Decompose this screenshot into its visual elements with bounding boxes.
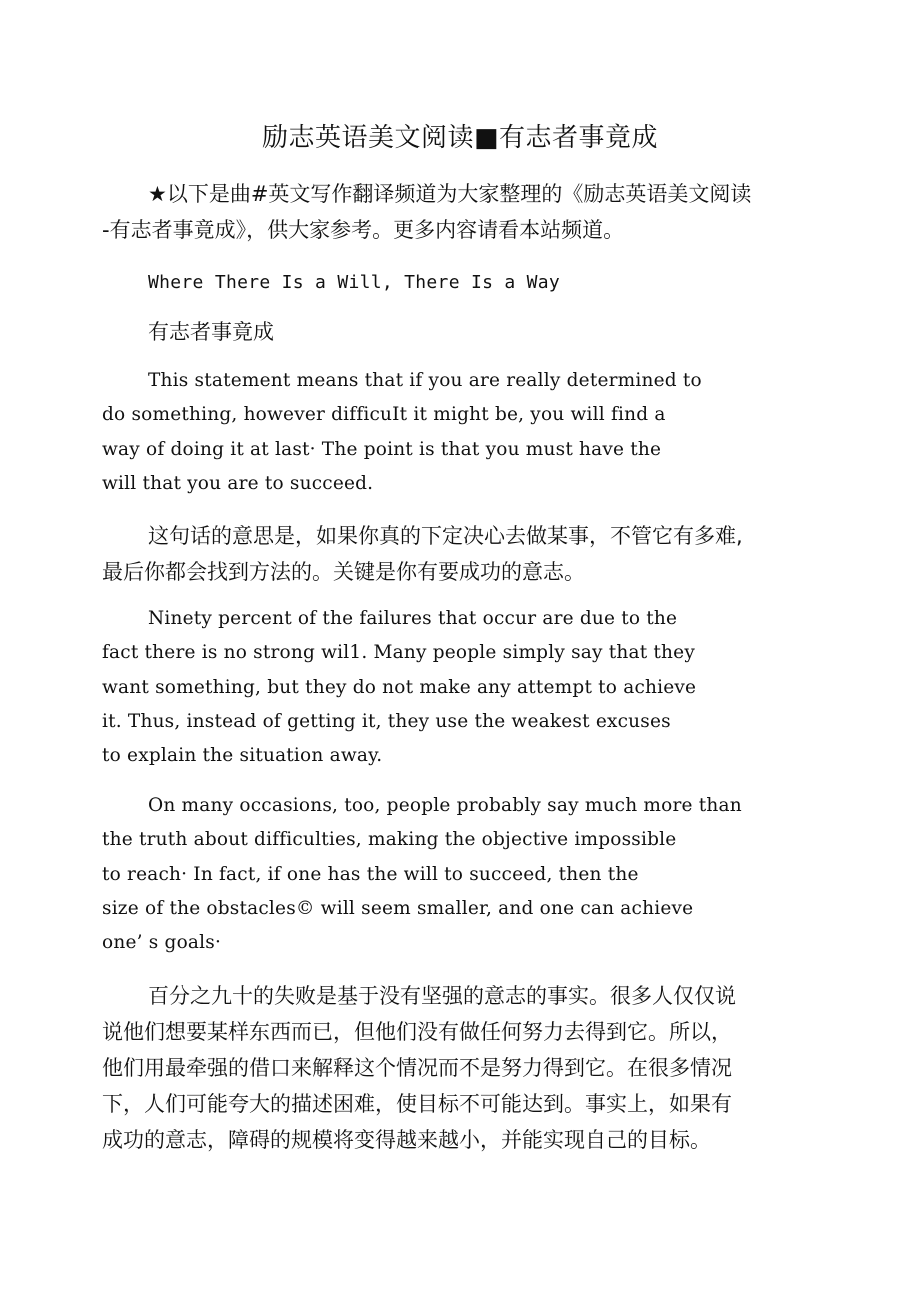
intro-paragraph [102,176,814,248]
text-line: 下，人们可能夸大的描述困难，使目标不可能达到。事实上，如果有 [102,1092,732,1116]
text-line: 百分之九十的失败是基于没有坚强的意志的事实。很多人仅仅说 [148,984,736,1008]
paragraph-1-chinese [102,518,814,590]
text-line: do something, however difficuIt it might be, you will find a [102,404,666,426]
text-line: On many occasions, too, people probably say much more than [148,795,742,816]
text-line: 这句话的意思是，如果你真的下定决心去做某事，不管它有多难, [148,524,743,548]
text-line: 成功的意志，障碍的规模将变得越来越小，并能实现自己的目标。 [102,1128,711,1152]
intro-line: ★以下是曲#英文写作翻译频道为大家整理的《励志英语美文阅读 [148,182,752,206]
text-line: to reach· In fact, if one has the will to succeed, then the [102,863,639,885]
text-line: it. Thus, instead of getting it, they use the weakest excuses [102,710,671,732]
text-line: 最后你都会找到方法的。关键是你有要成功的意志。 [102,560,585,584]
text-line: This statement means that if you are really determined to [148,370,702,391]
paragraph-3-english [102,789,818,960]
text-line: want something, but they do not make any attempt to achieve [102,676,697,698]
english-title: Where There Is a Will, There Is a Way [148,272,561,293]
text-line: will that you are to succeed. [102,472,374,494]
text-line: Ninety percent of the failures that occur are due to the [148,608,678,629]
intro-line: -有志者事竟成》，供大家参考。更多内容请看本站频道。 [102,218,625,242]
paragraph-2-english [102,602,818,773]
paragraph-1-english [102,364,818,501]
paragraph-2-3-chinese [102,978,814,1158]
text-line: fact there is no strong wil1. Many people simply say that they [102,642,695,664]
text-line: size of the obstacles© will seem smaller, and one can achieve [102,897,694,919]
text-line: one’ s goals· [102,932,222,954]
chinese-title: 有志者事竟成 [148,320,274,344]
text-line: to explain the situation away. [102,745,383,767]
text-line: way of doing it at last· The point is that you must have the [102,438,662,460]
page-title: 励志英语美文阅读■有志者事竟成 [261,123,659,153]
text-line: 说他们想要某样东西而已，但他们没有做任何努力去得到它。所以， [102,1020,732,1044]
text-line: the truth about difficulties, making the objective impossible [102,829,677,851]
text-line: 他们用最牵强的借口来解释这个情况而不是努力得到它。在很多情况 [102,1056,732,1080]
